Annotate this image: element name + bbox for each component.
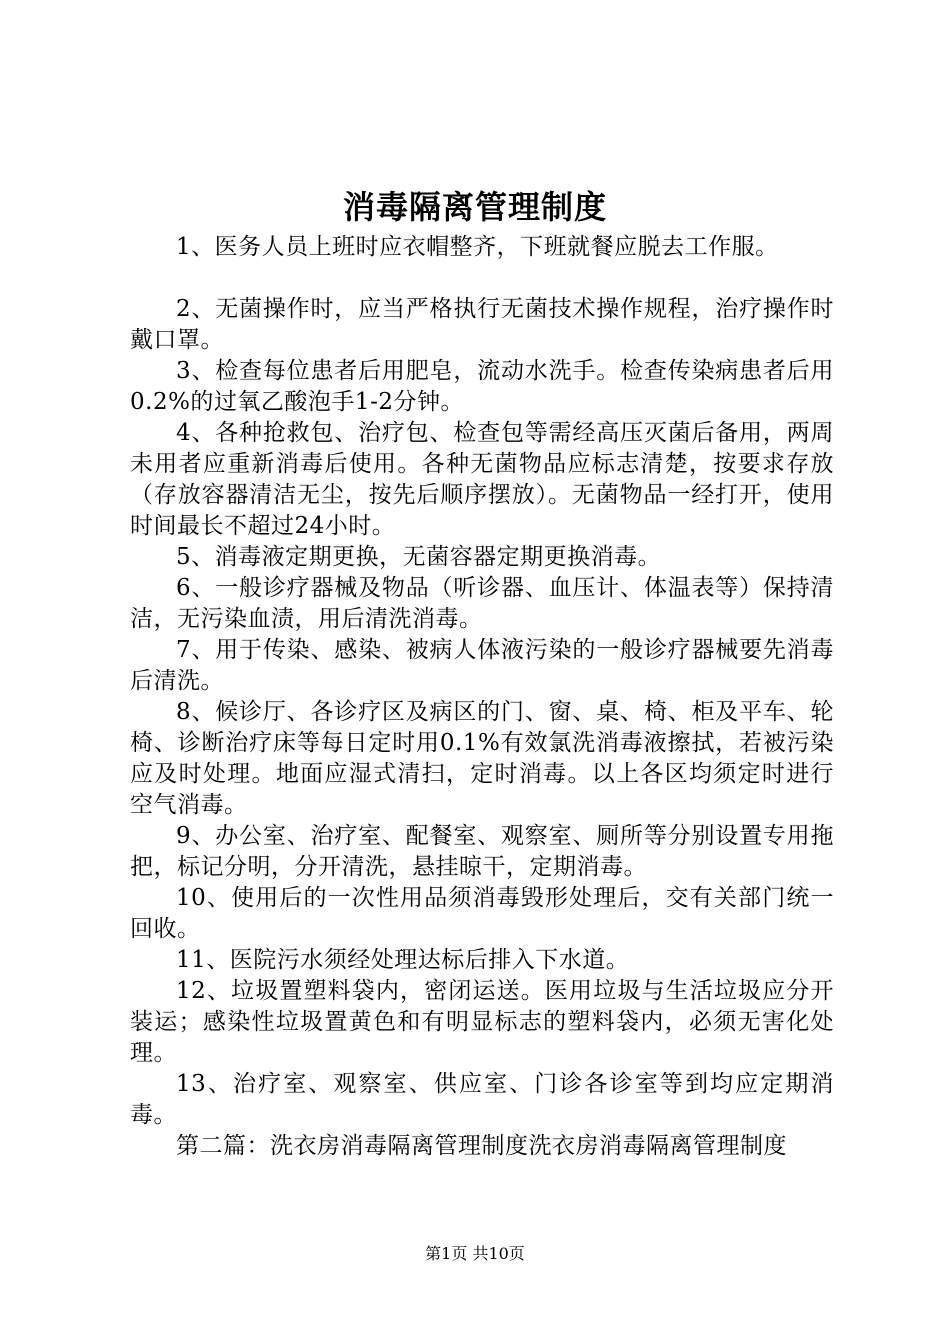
paragraph-7: 7、用于传染、感染、被病人体液污染的一般诊疗器械要先消毒后清洗。 <box>130 637 834 694</box>
page-number-footer: 第1页 共10页 <box>425 1244 525 1263</box>
paragraph-11: 11、医院污水须经处理达标后排入下水道。 <box>176 947 630 973</box>
paragraph-3: 3、检查每位患者后用肥皂，流动水洗手。检查传染病患者后用0.2%的过氧乙酸泡手1-2分钟。 <box>130 358 834 415</box>
paragraph-9: 9、办公室、治疗室、配餐室、观察室、厕所等分别设置专用拖把，标记分明，分开清洗，悬挂晾干，定期消毒。 <box>130 823 834 880</box>
document-body <box>130 232 834 1162</box>
paragraph-13: 13、治疗室、观察室、供应室、门诊各诊室等到均应定期消毒。 <box>130 1071 834 1128</box>
paragraph-section-two: 第二篇：洗衣房消毒隔离管理制度洗衣房消毒隔离管理制度 <box>176 1133 787 1159</box>
document-title: 消毒隔离管理制度 <box>342 188 607 226</box>
paragraph-6: 6、一般诊疗器械及物品（听诊器、血压计、体温表等）保持清洁，无污染血渍，用后清洗消毒。 <box>130 575 834 632</box>
paragraph-12: 12、垃圾置塑料袋内，密闭运送。医用垃圾与生活垃圾应分开装运；感染性垃圾置黄色和有明显标志的塑料袋内，必须无害化处理。 <box>130 978 834 1066</box>
paragraph-4: 4、各种抢救包、治疗包、检查包等需经高压灭菌后备用，两周未用者应重新消毒后使用。各种无菌物品应标志清楚，按要求存放（存放容器清洁无尘，按先后顺序摆放）。无菌物品一经打开，使用时间最长不超过24小时。 <box>130 420 834 539</box>
paragraph-10: 10、使用后的一次性用品须消毒毁形处理后，交有关部门统一回收。 <box>130 885 834 942</box>
paragraph-8: 8、候诊厅、各诊疗区及病区的门、窗、桌、椅、柜及平车、轮椅、诊断治疗床等每日定时用0.1%有效氯洗消毒液擦拭，若被污染应及时处理。地面应湿式清扫，定时消毒。以上各区均须定时进行空气消毒。 <box>130 699 834 818</box>
paragraph-1: 1、医务人员上班时应衣帽整齐，下班就餐应脱去工作服。 <box>176 234 779 260</box>
paragraph-5: 5、消毒液定期更换，无菌容器定期更换消毒。 <box>176 544 662 570</box>
paragraph-2: 2、无菌操作时，应当严格执行无菌技术操作规程，治疗操作时戴口罩。 <box>130 296 834 353</box>
